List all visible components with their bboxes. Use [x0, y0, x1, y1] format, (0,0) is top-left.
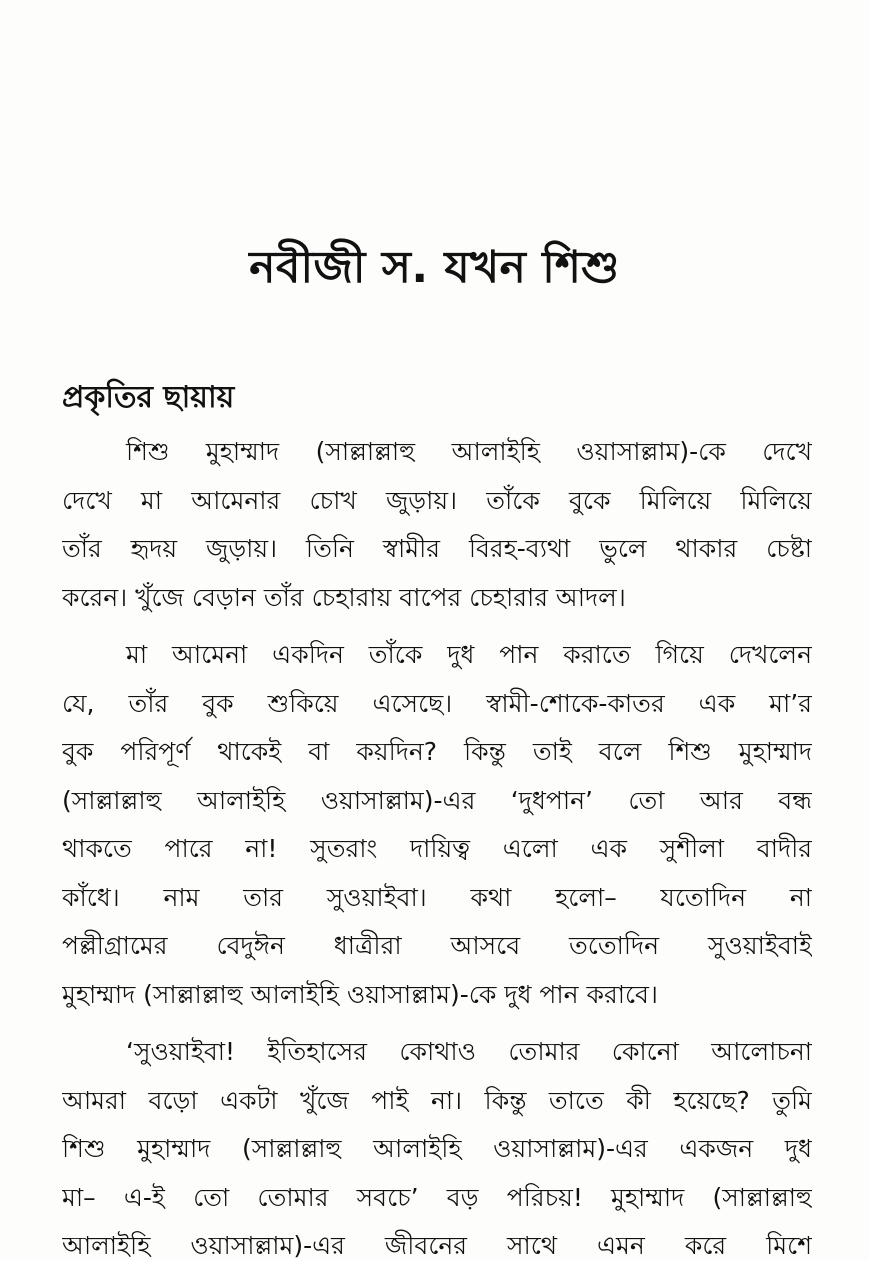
text-line: আলাইহি ওয়াসাল্লাম)-এর জীবনের সাথে এমন করে মিশে: [62, 1231, 812, 1260]
section-heading: প্রকৃতির ছায়ায়: [62, 380, 235, 415]
text-line: বুক পরিপূর্ণ থাকেই বা কয়দিন? কিন্তু তাই বলে শিশু মুহাম্মাদ: [62, 737, 812, 766]
paragraph-1: [62, 428, 812, 622]
text-line: করেন। খুঁজে বেড়ান তাঁর চেহারায় বাপের চেহারার আদল।: [62, 582, 626, 612]
text-line: মা– এ-ই তো তোমার সবচে’ বড় পরিচয়! মুহাম্মাদ (সাল্লাল্লাহু: [62, 1182, 812, 1212]
text-line: দেখে মা আমেনার চোখ জুড়ায়। তাঁকে বুকে মিলিয়ে মিলিয়ে: [62, 485, 812, 515]
body-text: [62, 428, 812, 1280]
text-line: থাকতে পারে না! সুতরাং দায়িত্ব এলো এক সুশীলা বাদীর: [62, 834, 812, 863]
paragraph-3: [62, 1028, 812, 1271]
text-line: কাঁধে। নাম তার সুওয়াইবা। কথা হলো– যতোদিন না: [62, 882, 812, 912]
text-line: তাঁর হৃদয় জুড়ায়। তিনি স্বামীর বিরহ-ব্যথা ভুলে থাকার চেষ্টা: [62, 534, 812, 563]
text-line: (সাল্লাল্লাহু আলাইহি ওয়াসাল্লাম)-এর ‘দুধপান’ তো আর বন্ধ: [62, 785, 812, 815]
text-line: ‘সুওয়াইবা! ইতিহাসের কোথাও তোমার কোনো আলোচনা: [126, 1037, 812, 1066]
paragraph-2: [62, 631, 812, 1019]
text-line: পল্লীগ্রামের বেদুঈন ধাত্রীরা আসবে ততোদিন সুওয়াইবাই: [62, 931, 812, 960]
chapter-title: নবীজী স. যখন শিশু: [249, 242, 620, 293]
text-line: শিশু মুহাম্মাদ (সাল্লাল্লাহু আলাইহি ওয়াসাল্লাম)-কে দেখে: [126, 437, 812, 466]
text-line: মুহাম্মাদ (সাল্লাল্লাহু আলাইহি ওয়াসাল্লাম)-কে দুধ পান করাবে।: [62, 979, 658, 1009]
text-line: মা আমেনা একদিন তাঁকে দুধ পান করাতে গিয়ে দেখলেন: [126, 640, 812, 669]
text-line: যে, তাঁর বুক শুকিয়ে এসেছে। স্বামী-শোকে-কাতর এক মা’র: [62, 688, 812, 718]
text-line: শিশু মুহাম্মাদ (সাল্লাল্লাহু আলাইহি ওয়াসাল্লাম)-এর একজন দুধ: [62, 1134, 812, 1163]
text-line: আমরা বড়ো একটা খুঁজে পাই না। কিন্তু তাতে কী হয়েছে? তুমি: [62, 1085, 812, 1115]
